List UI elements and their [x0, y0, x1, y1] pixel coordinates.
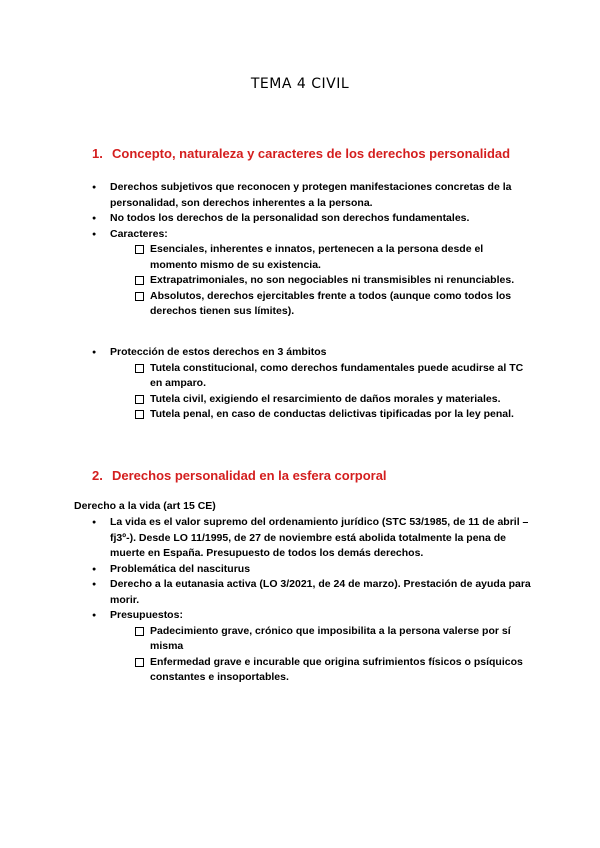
list-item: ● No todos los derechos de la personalidad son derechos fundamentales. [92, 211, 532, 227]
checklist-text: Tutela penal, en caso de conductas delictivas tipificadas por la ley penal. [150, 408, 514, 420]
checklist-item [150, 407, 532, 423]
list-item-text: Caracteres: [110, 227, 168, 240]
list-item [92, 345, 532, 423]
section-2-list [92, 515, 532, 686]
checklist-text: Absolutos, derechos ejercitables frente a todos (aunque como todos los derechos tienen sus límites). [150, 289, 512, 317]
checklist-text: Padecimiento grave, crónico que imposibilita a la persona valerse por sí misma [150, 624, 511, 652]
checkbox-icon[interactable] [135, 410, 144, 419]
list-item-text: Protección de estos derechos en 3 ámbitos [110, 346, 327, 358]
checkbox-icon[interactable] [135, 245, 144, 254]
list-item-text: Presupuestos: [110, 609, 183, 621]
checkbox-icon[interactable] [135, 292, 144, 301]
subheading: Derecho a la vida (art 15 CE) [74, 500, 216, 512]
section-number: 2. [92, 468, 103, 483]
checklist-item [150, 242, 532, 273]
section-1-protection-list [92, 345, 532, 423]
tutela-checklist [150, 361, 532, 423]
checklist-item [150, 624, 532, 655]
section-1-list [92, 180, 532, 320]
checklist-item [150, 273, 532, 289]
checklist-item [150, 289, 532, 320]
section-heading [92, 468, 387, 483]
checklist-text: Esenciales, inherentes e innatos, pertenecen a la persona desde el momento mismo de su existencia. [150, 243, 484, 271]
checklist-item [150, 392, 532, 408]
checkbox-icon[interactable] [135, 364, 144, 373]
checklist-item [150, 361, 532, 392]
checkbox-icon[interactable] [135, 395, 144, 404]
checkbox-icon[interactable] [135, 276, 144, 285]
presupuestos-checklist [150, 624, 532, 686]
checklist-text: Tutela civil, exigiendo el resarcimiento de daños morales y materiales. [150, 392, 501, 405]
section-title: Concepto, naturaleza y caracteres de los derechos personalidad [112, 146, 511, 161]
list-item: ● Derechos subjetivos que reconocen y protegen manifestaciones concretas de la personalidad, son derechos inherentes a la persona. [92, 180, 532, 211]
section-number: 1. [92, 146, 103, 161]
list-item: ● Derecho a la eutanasia activa (LO 3/2021, de 24 de marzo). Prestación de ayuda para morir. [92, 577, 532, 608]
caracteres-checklist [150, 242, 532, 320]
checklist-item [150, 655, 532, 686]
section-heading [92, 146, 510, 161]
checklist-text: Extrapatrimoniales, no son negociables ni transmisibles ni renunciables. [150, 274, 515, 286]
checklist-text: Tutela constitucional, como derechos fundamentales puede acudirse al TC en amparo. [150, 361, 524, 389]
list-item [92, 608, 532, 686]
list-item: ● Problemática del nasciturus [92, 562, 532, 578]
list-item: ● La vida es el valor supremo del ordenamiento jurídico (STC 53/1985, de 11 de abril –fj3º-). Desde LO 11/1995, de 27 de noviembre está abolida totalmente la pena de muerte en España. Presupuesto de todos los demás derechos. [92, 515, 532, 562]
checkbox-icon[interactable] [135, 658, 144, 667]
section-title: Derechos personalidad en la esfera corporal [112, 468, 387, 483]
document-title: TEMA 4 CIVIL [250, 76, 350, 92]
list-item [92, 227, 532, 320]
checkbox-icon[interactable] [135, 627, 144, 636]
checklist-text: Enfermedad grave e incurable que origina sufrimientos físicos o psíquicos constantes e insoportables. [150, 655, 523, 683]
